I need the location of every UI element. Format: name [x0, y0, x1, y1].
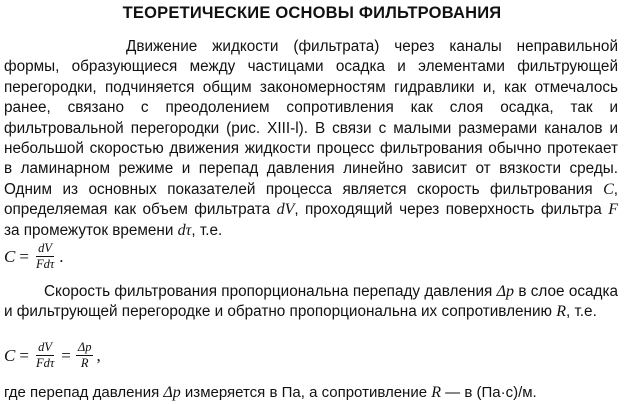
symbol-delta-p: Δp: [163, 384, 181, 401]
section-title: ТЕОРЕТИЧЕСКИЕ ОСНОВЫ ФИЛЬТРОВАНИЯ: [122, 4, 502, 22]
fraction-numerator: Δp: [77, 340, 92, 354]
formula-filtration-rate: [4, 242, 64, 271]
fraction-dp-r: [76, 341, 94, 370]
text-run: , т.е.: [566, 303, 597, 321]
text-run: измеряется в Па, а сопротивление: [180, 384, 432, 401]
symbol-dv: dV: [276, 201, 295, 219]
paragraph-units: [4, 383, 620, 403]
text-run: , т.е.: [191, 221, 223, 239]
fraction-dv-fdtau: [34, 341, 56, 370]
symbol-c: C: [603, 180, 614, 198]
formula-punctuation: ,: [96, 345, 101, 365]
formula-rate-pressure: [4, 341, 101, 370]
text-run: — в (Па·с)/м.: [441, 384, 537, 401]
fraction-denominator: Fdτ: [35, 257, 55, 271]
text-run: Скорость фильтрования пропорциональна перепаду давления: [44, 283, 497, 300]
formula-lhs: C: [4, 246, 16, 266]
symbol-r: R: [431, 384, 441, 401]
text-run: в слое осадка и фильтрующей перегородке и обратно пропорциональна их сопротивлению: [4, 283, 619, 321]
fraction-dv-fdtau: [34, 242, 56, 271]
text-run: , определяемая как объем фильтрата: [4, 180, 618, 219]
symbol-dtau: dτ: [177, 221, 192, 239]
symbol-delta-p: Δp: [496, 283, 514, 300]
formula-equals: =: [19, 246, 29, 266]
text-run: Движение жидкости (фильтрата) через каналы неправильной формы, образующиеся между частицами осадка и элементами фильтрующей перегородки, подчиняется общим закономерностям гидравлики и, как отмечалось ранее, связано с преодолением сопротивления как слоя осадка, так и фильтровальной перегородки (рис. XIII-l). В связи с малыми размерами каналов и небольшой скоростью движения жидкости процесс фильтрования обычно протекает в ламинарном режиме и перепад давления линейно зависит от вязкости среды. Одним из основных показателей процесса является скорость фильтрования: [4, 38, 618, 198]
symbol-f: F: [608, 201, 618, 219]
text-run: , проходящий через поверхность фильтра: [294, 201, 609, 219]
fraction-denominator: R: [80, 356, 89, 370]
paragraph-rate-proportionality: [4, 282, 618, 323]
formula-punctuation: .: [59, 246, 64, 266]
symbol-r: R: [556, 303, 566, 321]
fraction-numerator: dV: [38, 340, 53, 354]
formula-equals: =: [61, 345, 71, 365]
paragraph-filtration-motion: [4, 37, 618, 241]
formula-equals: =: [19, 345, 29, 365]
text-run: где перепад давления: [4, 384, 164, 401]
text-run: за промежуток времени: [4, 221, 178, 239]
fraction-denominator: Fdτ: [35, 356, 55, 370]
fraction-numerator: dV: [38, 241, 53, 255]
formula-lhs: C: [4, 345, 16, 365]
